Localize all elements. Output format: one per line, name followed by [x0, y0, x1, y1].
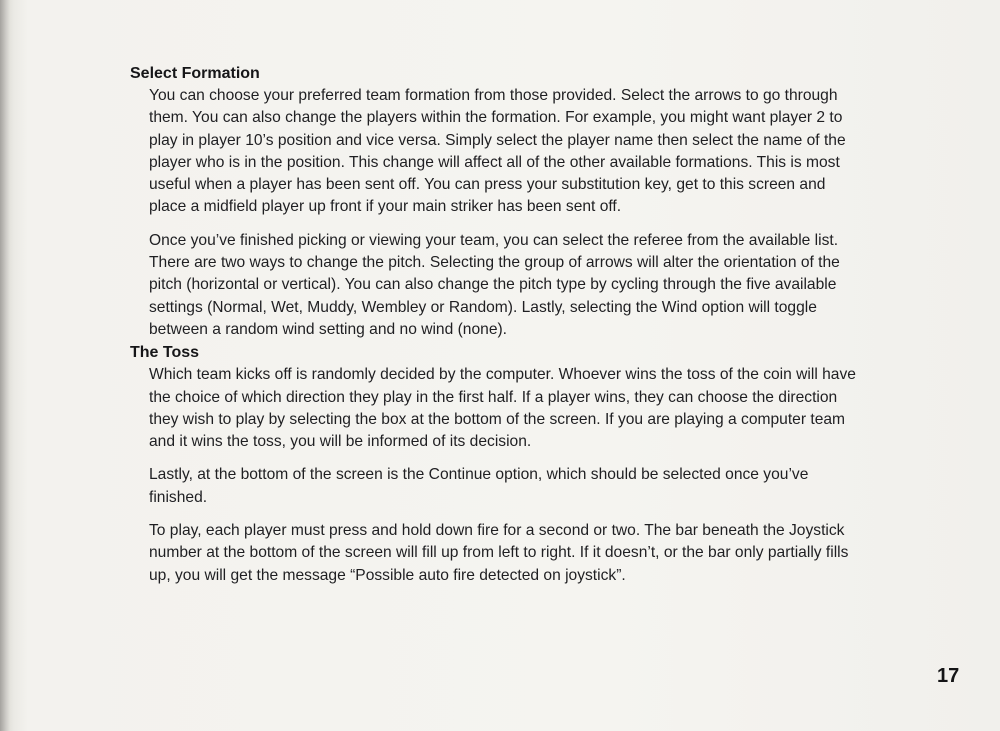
binding-shadow [0, 0, 10, 731]
paragraph-the-toss-3: To play, each player must press and hold down fire for a second or two. The bar beneath the Joystick number at the bottom of the screen will fill up from left to right. If it doesn’t, or the bar only partially fills up, you will get the message “Possible auto fire detected on joystick”. [149, 522, 849, 584]
page-content [130, 64, 860, 587]
paragraph-select-formation-2: Once you’ve finished picking or viewing your team, you can select the referee from the available list. There are two ways to change the pitch. Selecting the group of arrows will alter the orientation of the pitch (horizontal or vertical). You can also change the pitch type by cycling through the five available settings (Normal, Wet, Muddy, Wembley or Random). Lastly, selecting the Wind option will toggle between a random wind setting and no wind (none). [149, 231, 840, 338]
section-heading-the-toss: The Toss [130, 344, 200, 362]
paragraph-the-toss-2: Lastly, at the bottom of the screen is the Continue option, which should be selected once you’ve finished. [149, 466, 809, 506]
section-select-formation [130, 64, 860, 341]
page-number: 17 [937, 665, 960, 687]
paragraph-select-formation-1: You can choose your preferred team formation from those provided. Select the arrows to go through them. You can also change the players within the formation. For example, you might want player 2 to play in player 10’s position and vice versa. Simply select the player name then select the name of the player who is in the position. This change will affect all of the other available formations. This is most useful when a player has been sent off. You can press your substitution key, get to this screen and place a midfield player up front if your main striker has been sent off. [149, 87, 846, 216]
section-the-toss [130, 343, 860, 587]
section-heading-select-formation: Select Formation [130, 65, 260, 82]
paragraph-the-toss-1: Which team kicks off is randomly decided by the computer. Whoever wins the toss of the coin will have the choice of which direction they play in the first half. If a player wins, they can choose the direction they wish to play by selecting the box at the bottom of the screen. If you are playing a computer team and it wins the toss, you will be informed of its decision. [149, 366, 856, 451]
